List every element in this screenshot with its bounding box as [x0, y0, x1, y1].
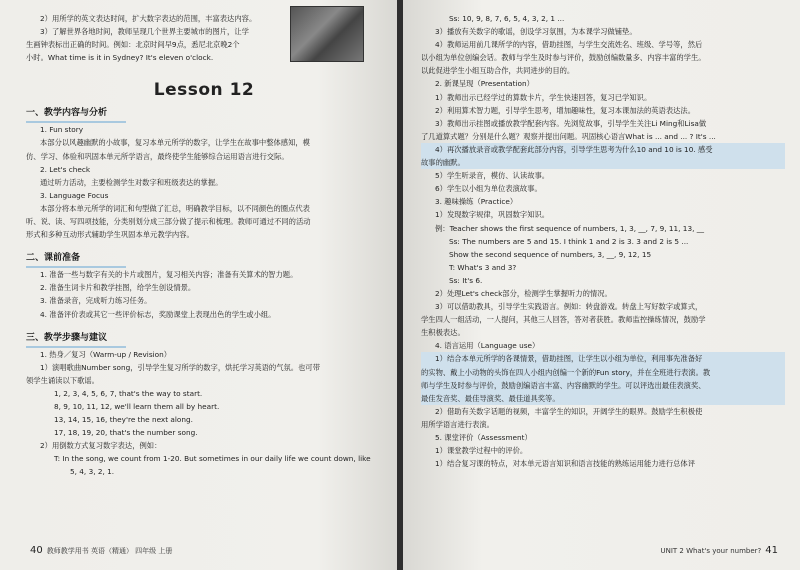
left-footer — [26, 545, 172, 556]
text-line: 3）了解世界各地时间，教师呈现几个世界主要城市的图片，让学 — [40, 27, 249, 37]
text-line: 形式和多种互动形式辅助学生巩固本单元教学内容。 — [26, 230, 194, 240]
text-line: 2. 准备生词卡片和教学挂图，给学生创设情景。 — [40, 283, 196, 293]
text-line: 学生四人一组活动，一人提问，其他三人回答，答对者获胜。教师监控操练情况，鼓励学 — [421, 315, 706, 325]
text-line: 4. 语言运用（Language use） — [435, 341, 540, 351]
text-line: T: What's 3 and 3? — [449, 262, 517, 272]
text-line: 2）利用算术智力题，引导学生思考，增加趣味性，复习本课加法的英语表达法。 — [435, 105, 696, 115]
section-3-body — [26, 348, 382, 479]
text-line: Ss: It's 6. — [449, 275, 483, 285]
text-line: 3）教师出示挂图或播放教学配套内容。先浏览故事，引导学生关注Li Ming和Lisa做 — [435, 118, 707, 128]
text-line: 2）借助有关数字话题的视频，丰富学生的知识，开阔学生的眼界。鼓励学生积极使 — [435, 406, 703, 416]
text-line: 的实物、戴上小动物的头饰在四人小组内创编一个新的Fun story，并在全班进行表演。教 — [421, 366, 785, 379]
page-number: 40 — [30, 545, 43, 556]
chant-line: 8, 9, 10, 11, 12, we'll learn them all by heart. — [54, 401, 220, 411]
text-line: 3. Language Focus — [40, 190, 109, 200]
text-line: 5, 4, 3, 2, 1. — [70, 467, 115, 477]
text-line: 用所学语言进行表演。 — [421, 419, 494, 429]
text-line: 1）发现数字规律，巩固数字知识。 — [435, 210, 550, 220]
section-heading — [26, 106, 382, 123]
text-line: 小时。What time is it in Sydney? It's eleven o'clock. — [26, 53, 214, 63]
text-line: 5）学生听录音，模仿、认读故事。 — [435, 171, 550, 181]
right-footer — [660, 545, 782, 556]
text-line: 2. 新课呈现（Presentation） — [435, 79, 534, 89]
text-line: 了几道算式题？分别是什么题？观察并提出问题。巩固核心语言What is ... and ... ? It's ... — [421, 131, 716, 141]
lesson-title: Lesson 12 — [153, 80, 255, 101]
text-line: Ss: The numbers are 5 and 15. I think 1 and 2 is 3. 3 and 2 is 5 ... — [449, 236, 689, 246]
top-paragraph — [26, 12, 382, 64]
text-line: 仿、学习、体验和巩固本单元所学语言，最终使学生能够综合运用语言进行交际。 — [26, 151, 289, 161]
text-line: 1. 热身／复习（Warm-up / Revision） — [40, 349, 172, 359]
text-line: 1. Fun story — [40, 125, 84, 135]
text-line: 6）学生以小组为单位表演故事。 — [435, 184, 542, 194]
page-number: 41 — [765, 545, 778, 556]
text-line: 3. 趣味操练（Practice） — [435, 197, 518, 207]
section-heading-text: 二、课前准备 — [26, 253, 81, 264]
left-page — [0, 0, 397, 570]
text-line: 通过听力活动，主要检测学生对数字和班级表达的掌握。 — [40, 177, 223, 187]
text-line: T: In the song, we count from 1-20. But sometimes in our daily life we count down, like — [54, 454, 371, 464]
section-heading — [26, 251, 382, 268]
text-line: 以小组为单位创编会话。教师与学生及时参与评价，鼓励创编数量多、内容丰富的学生。 — [421, 53, 706, 63]
text-line: 1）结合复习课的特点，对本单元语言知识和语言技能的熟练运用能力进行总体评 — [435, 459, 696, 469]
left-page-content — [26, 12, 382, 479]
text-line: 4. 准备评价表或其它一些评价标志，奖励课堂上表现出色的学生或小组。 — [40, 309, 276, 319]
chant-line: 13, 14, 15, 16, they're the next along. — [54, 415, 193, 425]
text-line: 2）用所学的英文表达时间，扩大数字表达的范围，丰富表达内容。 — [40, 14, 257, 23]
text-line: 故事的幽默。 — [421, 156, 785, 169]
chant-line: 17, 18, 19, 20, that's the number song. — [54, 428, 198, 438]
text-line: 本部分以风趣幽默的小故事，复习本单元所学的数字，让学生在故事中整体感知，模 — [40, 138, 310, 148]
text-line: 1. 准备一些与数字有关的卡片或图片，复习相关内容；准备有关算术的智力题。 — [40, 270, 298, 280]
text-line: 5. 课堂评价（Assessment） — [435, 433, 532, 442]
text-line: 领学生诵读以下歌谣。 — [26, 375, 99, 385]
text-line: 生画钟表标出正确的时间。例如：北京时间早9点，悉尼北京晚2个 — [26, 40, 240, 50]
text-line: 1）结合本单元所学的各课情景，借助挂图，让学生以小组为单位，利用事先准备好 — [421, 352, 785, 365]
text-line: 4）再次播放录音或教学配套此部分内容，引导学生思考为什么10 and 10 is 10. 感受 — [421, 143, 785, 156]
text-line: 1）教师出示已经学过的算数卡片，学生快速回答，复习已学知识。 — [435, 92, 652, 102]
text-line: 师与学生及时参与评价，鼓励创编语言丰富、内容幽默的学生。可以评选出最佳表演奖、 — [421, 379, 785, 392]
footer-text: 教师教学用书 英语（精通） 四年级 上册 — [46, 547, 173, 555]
text-line: Ss: 10, 9, 8, 7, 6, 5, 4, 3, 2, 1 ... — [449, 14, 565, 23]
text-line: 最佳发音奖、最佳导演奖、最佳道具奖等。 — [421, 392, 785, 405]
text-line: 2. Let's check — [40, 164, 91, 174]
right-page-content — [421, 12, 785, 470]
section-1-body — [26, 123, 382, 241]
footer-text: UNIT 2 What's your number? — [660, 547, 762, 555]
text-line: 例：Teacher shows the first sequence of numbers, 1, 3, __, 7, 9, 11, 13, __ — [435, 223, 705, 233]
text-line: 以此促进学生小组互助合作，共同进步的目的。 — [421, 66, 575, 76]
section-heading-text: 三、教学步骤与建议 — [26, 332, 108, 343]
section-2-body — [26, 268, 382, 320]
right-page — [403, 0, 800, 570]
text-line: 2）处理Let's check部分，检测学生掌握听力的情况。 — [435, 288, 612, 298]
text-line: 1）演唱歌曲Number song，引导学生复习所学的数字，烘托学习英语的气氛。也可带 — [40, 362, 320, 372]
section-heading-text: 一、教学内容与分析 — [26, 108, 108, 119]
text-line: 生积极表达。 — [421, 328, 465, 338]
text-line: 3）播放有关数字的歌谣，创设学习氛围，为本课学习做铺垫。 — [435, 27, 637, 37]
chant-line: 1, 2, 3, 4, 5, 6, 7, that's the way to start. — [54, 388, 203, 398]
text-line: 3）可以借助教具，引导学生实践语言。例如：转盘游戏。转盘上写好数字或算式， — [435, 302, 703, 312]
text-line: 本部分将本单元所学的词汇和句型做了汇总，明确教学目标，以不同颜色的圈点代表 — [40, 203, 310, 213]
text-line: Show the second sequence of numbers, 3, __, 9, 12, 15 — [449, 249, 652, 259]
section-heading — [26, 331, 382, 348]
text-line: 4）教师运用前几课所学的内容，借助挂图，与学生交流姓名、班级、学号等，然后 — [435, 40, 703, 50]
text-line: 听、说、读、写四项技能，分类别划分成三部分做了提示和梳理。教师可通过不同的活动 — [26, 217, 311, 227]
text-line: 1）课堂教学过程中的评价。 — [435, 446, 528, 456]
text-line: 2）用倒数方式复习数字表达，例如： — [40, 441, 162, 451]
text-line: 3. 准备录音，完成听力练习任务。 — [40, 296, 152, 306]
